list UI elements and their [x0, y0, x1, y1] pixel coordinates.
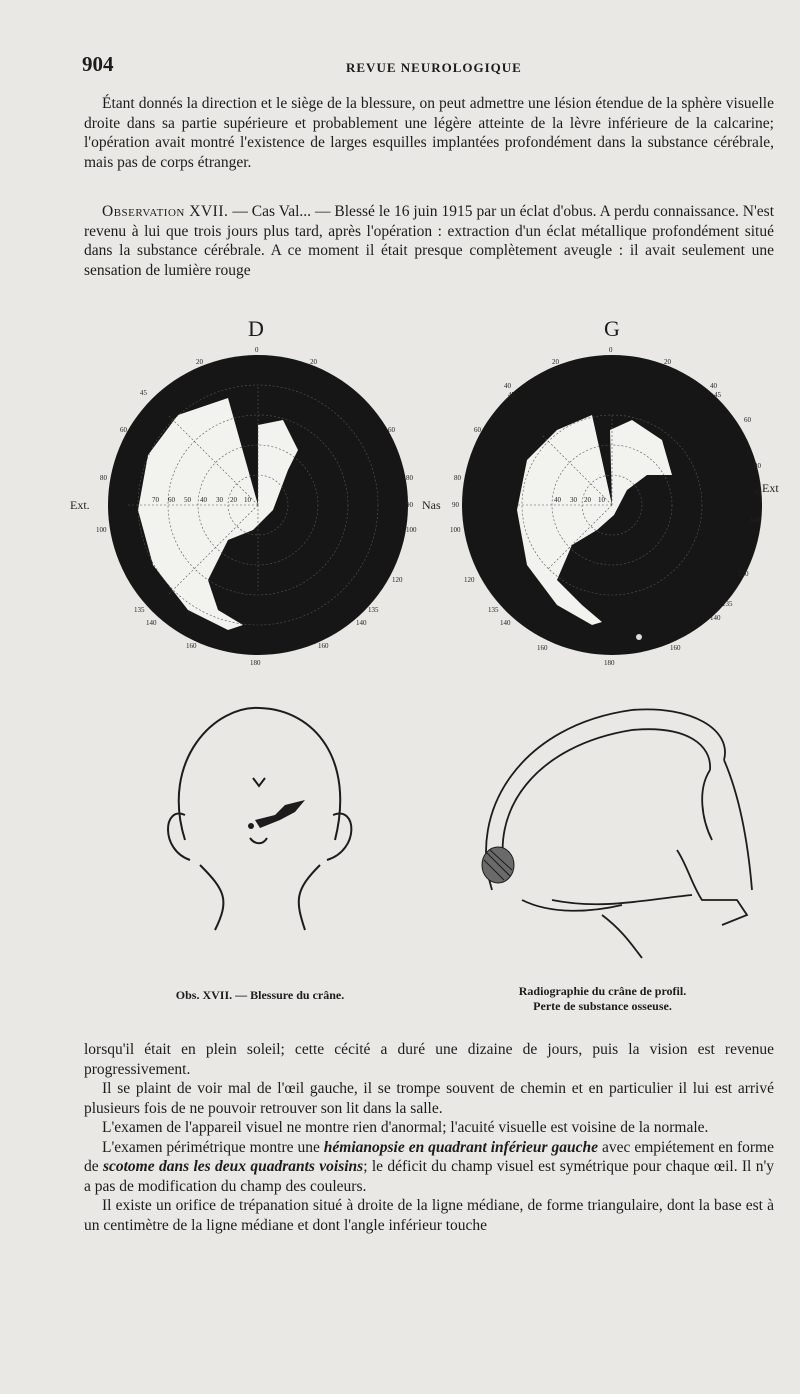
tick-100-left: 100 [96, 526, 107, 534]
tick-20-right: 20 [310, 358, 317, 366]
tick-40-left: 40 [504, 382, 511, 390]
tick-180: 180 [604, 659, 615, 667]
radial-10: 10 [598, 496, 605, 504]
observation-heading: Observation XVII. [102, 203, 229, 220]
radial-70: 70 [152, 496, 159, 504]
tick-45-right: 45 [714, 391, 721, 399]
tick-160-right: 160 [318, 642, 329, 650]
tick-60-right: 60 [744, 416, 751, 424]
tick-160-left: 160 [537, 644, 548, 652]
ext-label-right: Ext [762, 481, 779, 495]
continuation-text [84, 1040, 774, 1235]
cont-p4-start: L'examen périmétrique montre une [102, 1138, 324, 1156]
tick-140-left: 140 [500, 619, 511, 627]
tick-160-left: 160 [186, 642, 197, 650]
tick-120-right: 120 [392, 576, 403, 584]
observation-body: — Cas Val... — Blessé le 16 juin 1915 par un éclat d'obus. A perdu connaissance. N'est revenu à lui que trois jours plus tard, après l'opération : extraction d'un éclat métallique profondément situé dans la substance cérébrale. A ce moment il était presque complètement aveugle : il avait seulement une sensation de lumière rouge [84, 203, 774, 279]
tick-135-right: 135 [722, 600, 733, 608]
tick-100-left: 100 [450, 526, 461, 534]
cont-p4-mid: avec empiétement en forme de [84, 1138, 774, 1175]
tick-135-left: 135 [488, 606, 499, 614]
tick-0: 0 [609, 346, 613, 354]
tick-100-right: 100 [406, 526, 417, 534]
radial-30: 30 [216, 496, 223, 504]
tick-20-right: 20 [664, 358, 671, 366]
tick-120-right: 120 [738, 570, 749, 578]
radial-30: 30 [570, 496, 577, 504]
tick-45-left: 45 [140, 389, 147, 397]
tick-100-right: 100 [750, 516, 761, 524]
tick-90-right: 90 [406, 501, 413, 509]
caption-right-line1: Radiographie du crâne de profil. [518, 984, 687, 998]
radial-20: 20 [584, 496, 591, 504]
cont-p3: L'examen de l'appareil visuel ne montre rien d'anormal; l'acuité visuelle est voisine de la normale. [102, 1119, 709, 1136]
tick-60-left: 60 [474, 426, 481, 434]
left-visual-field-chart [70, 340, 441, 670]
tick-135-right: 135 [368, 606, 379, 614]
cont-p4-emphasis-1: hémianopsie en quadrant inférieur gauche [323, 1138, 599, 1156]
cont-p1: lorsqu'il était en plein soleil; cette cécité a duré une dizaine de jours, puis la vision est revenue progressivement. [84, 1041, 774, 1078]
observation-text [84, 202, 774, 280]
page-number: 904 [82, 52, 114, 76]
tick-60-right: 60 [388, 426, 395, 434]
tick-135-left: 135 [134, 606, 145, 614]
caption-right [490, 984, 715, 1014]
tick-160-right: 160 [670, 644, 681, 652]
cont-p4 [84, 1138, 774, 1197]
nas-label: Nas [422, 498, 441, 512]
tick-140-left: 140 [146, 619, 157, 627]
radial-40: 40 [554, 496, 561, 504]
radial-40: 40 [200, 496, 207, 504]
left-chart-label: D [248, 316, 264, 341]
tick-80-left: 80 [454, 474, 461, 482]
tick-45-left: 45 [508, 391, 515, 399]
tick-20-left: 20 [196, 358, 203, 366]
right-visual-field-chart [432, 340, 792, 670]
tick-120-left: 120 [464, 576, 475, 584]
tick-140-right: 140 [356, 619, 367, 627]
intro-text: Étant donnés la direction et le siège de la blessure, on peut admettre une lésion étendue de la sphère visuelle droite dans sa partie supérieure et probablement une légère atteinte de la lèvre inférieure de la calcarine; l'opération avait montré l'existence de larges esquilles implantées profondément dans la substance cérébrale, mais pas de corps étranger. [84, 95, 774, 171]
radial-10: 10 [244, 496, 251, 504]
tick-60-left: 60 [120, 426, 127, 434]
radial-50: 50 [184, 496, 191, 504]
observation-paragraph [84, 202, 774, 280]
intro-paragraph [84, 94, 774, 172]
cont-p2: Il se plaint de voir mal de l'œil gauche, il se trompe souvent de chemin et en particulier il lui est arrivé plusieurs fois de ne pouvoir retrouver son lit dans la salle. [84, 1080, 774, 1117]
right-chart-label: G [604, 316, 620, 341]
tick-140-right: 140 [710, 614, 721, 622]
tick-80-left: 80 [100, 474, 107, 482]
caption-right-line2: Perte de substance osseuse. [533, 999, 672, 1013]
tick-80-right: 80 [406, 474, 413, 482]
running-title: REVUE NEUROLOGIQUE [346, 60, 522, 75]
skull-profile-illustration [462, 700, 762, 960]
ext-label-left: Ext. [70, 498, 90, 512]
tick-40-right: 40 [710, 382, 717, 390]
tick-80-right: 80 [754, 462, 761, 470]
cont-p4-end: ; le déficit du champ visuel est symétrique pour chaque œil. Il n'y a pas de modification du champ des couleurs. [84, 1158, 774, 1195]
tick-180: 180 [250, 659, 261, 667]
tick-90-right: 90 [754, 489, 761, 497]
caption-left: Obs. XVII. — Blessure du crâne. [175, 988, 345, 1002]
head-back-illustration [155, 700, 365, 930]
radial-60: 60 [168, 496, 175, 504]
radial-20: 20 [230, 496, 237, 504]
tick-90-left: 90 [452, 501, 459, 509]
tick-0: 0 [255, 346, 259, 354]
cont-p5: Il existe un orifice de trépanation situé à droite de la ligne médiane, de forme triangulaire, dont la base est à un centimètre de la ligne médiane et dont l'angle inférieur touche [84, 1197, 774, 1234]
tick-20-left: 20 [552, 358, 559, 366]
cont-p4-emphasis-2: scotome dans les deux quadrants voisins [102, 1158, 364, 1175]
